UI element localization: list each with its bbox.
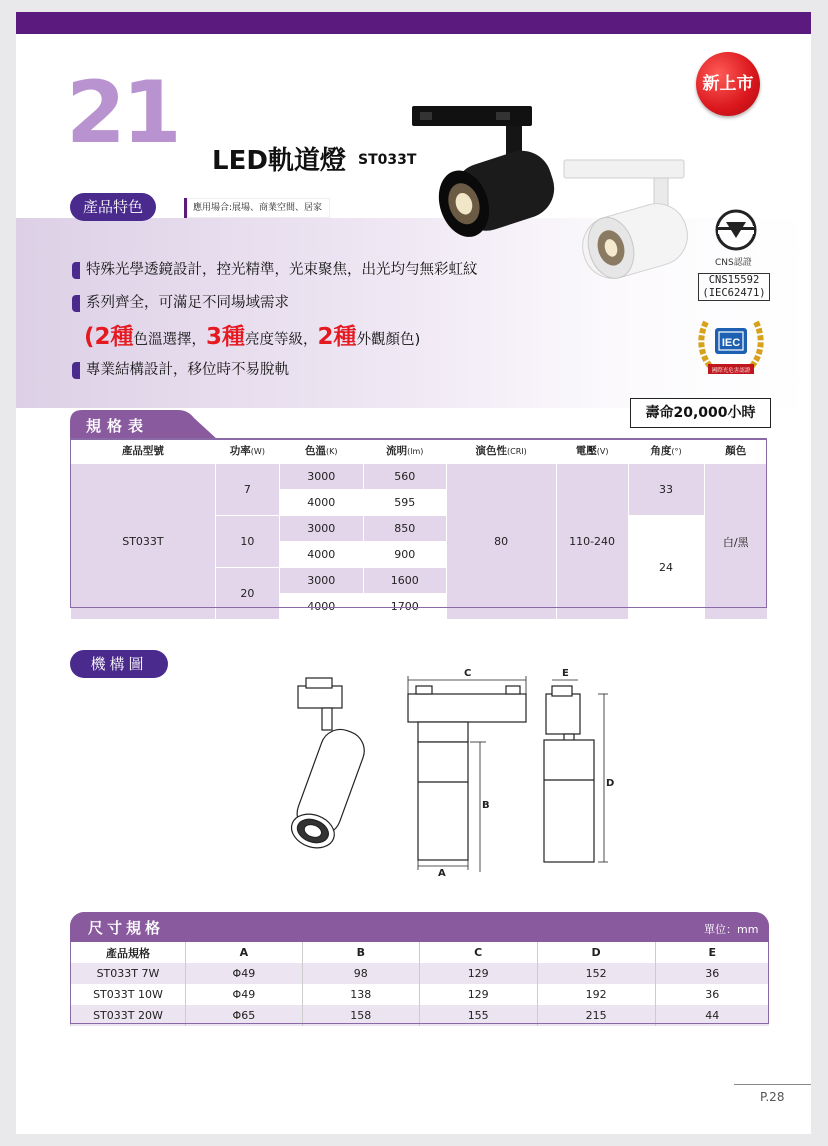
cns-caption: CNS認證	[715, 258, 752, 268]
spec-lumen: 1700	[363, 594, 446, 620]
dim-cell: 192	[537, 984, 655, 1005]
spec-header-row	[71, 438, 768, 464]
spec-color: 白/黑	[704, 464, 767, 620]
spec-power: 20	[215, 568, 279, 620]
dim-col-e: E	[655, 942, 769, 963]
dim-cell: 158	[302, 1005, 419, 1026]
dim-cell: 215	[537, 1005, 655, 1026]
dim-cell: Φ65	[185, 1005, 302, 1026]
table-row	[71, 963, 770, 984]
spec-cct: 3000	[279, 516, 363, 542]
col-cct: 色溫(K)	[279, 438, 363, 464]
feature-1	[72, 258, 478, 279]
cns-standard: CNS15592	[708, 274, 760, 286]
spec-table	[70, 438, 767, 619]
col-model: 產品型號	[71, 438, 216, 464]
dim-col-a: A	[185, 942, 302, 963]
col-power: 功率(W)	[215, 438, 279, 464]
dimensions-header-bar	[70, 912, 769, 942]
col-cri: 演色性(CRI)	[446, 438, 556, 464]
iec-sub-label: 國際光危害認證	[711, 368, 751, 374]
dim-cell: Φ49	[185, 984, 302, 1005]
footer-rule	[734, 1084, 811, 1085]
dim-label-e: E	[562, 668, 569, 679]
spec-cct: 4000	[279, 490, 363, 516]
dim-cell: 98	[302, 963, 419, 984]
dim-cell: Φ49	[185, 963, 302, 984]
dim-cell: ST033T 10W	[71, 984, 186, 1005]
spec-power: 10	[215, 516, 279, 568]
cct-count-label: 色溫選擇，	[133, 332, 207, 348]
col-angle: 角度(°)	[628, 438, 704, 464]
iec-certification-icon	[696, 314, 766, 382]
lifetime-box: 壽命20,000小時	[630, 398, 771, 428]
color-count-label: 外觀顏色	[356, 332, 415, 348]
spec-lumen: 900	[363, 542, 446, 568]
product-number: 21	[66, 63, 178, 163]
spec-cct: 4000	[279, 594, 363, 620]
spec-model: ST033T	[71, 464, 216, 620]
paren-close: )	[414, 332, 421, 348]
dim-cell: 129	[419, 963, 537, 984]
spec-angle: 24	[628, 516, 704, 620]
dim-col-d: D	[537, 942, 655, 963]
dim-cell: 152	[537, 963, 655, 984]
spec-lumen: 850	[363, 516, 446, 542]
new-release-badge: 新上市	[696, 52, 760, 116]
brightness-count-label: 亮度等級，	[245, 332, 318, 348]
product-title: LED軌道燈	[212, 146, 346, 176]
spec-power: 7	[215, 464, 279, 516]
spec-row	[71, 464, 768, 490]
dim-cell: 36	[655, 984, 769, 1005]
dim-label-d: D	[606, 778, 615, 789]
spec-tab-label: 規格表	[86, 417, 150, 435]
col-voltage: 電壓(V)	[556, 438, 628, 464]
usage-label: 應用場合:展場、商業空間、居家	[184, 198, 330, 218]
spec-voltage: 110-240	[556, 464, 628, 620]
table-row	[71, 984, 770, 1005]
table-row	[71, 1005, 770, 1026]
spec-cct: 3000	[279, 568, 363, 594]
dim-cell: 44	[655, 1005, 769, 1026]
feature-3	[72, 358, 289, 379]
bullet-mark	[72, 262, 80, 279]
spec-lumen: 595	[363, 490, 446, 516]
product-model: ST033T	[358, 152, 417, 168]
dim-label-c: C	[464, 668, 472, 679]
features-pill: 產品特色	[70, 193, 156, 221]
dim-col-b: B	[302, 942, 419, 963]
feature-2	[72, 291, 289, 312]
top-bar	[16, 12, 811, 34]
dimensions-unit: 單位：mm	[704, 923, 759, 936]
bullet-mark	[72, 295, 80, 312]
iec-standard: (IEC62471)	[702, 287, 766, 299]
bullet-mark	[72, 362, 80, 379]
dim-label-a: A	[438, 868, 446, 879]
cns-standard-box	[698, 273, 770, 301]
mechanical-pill: 機構圖	[70, 650, 168, 678]
dim-col-spec: 產品規格	[71, 942, 186, 963]
feature-2-options	[84, 318, 420, 351]
mechanical-drawing	[280, 664, 615, 879]
iec-label: IEC	[721, 337, 741, 349]
spec-lumen: 560	[363, 464, 446, 490]
spec-cct: 3000	[279, 464, 363, 490]
spec-cct: 4000	[279, 542, 363, 568]
feature-1-text: 特殊光學透鏡設計，控光精準，光束聚焦，出光均勻無彩虹紋	[86, 262, 478, 278]
feature-3-text: 專業結構設計，移位時不易脫軌	[86, 362, 289, 378]
col-color: 顏色	[704, 438, 767, 464]
brightness-count: 3種	[206, 324, 246, 350]
dim-label-b: B	[482, 800, 490, 811]
dim-col-c: C	[419, 942, 537, 963]
paren-open: (	[84, 324, 95, 350]
spec-lumen: 1600	[363, 568, 446, 594]
dimensions-table	[70, 942, 769, 1026]
col-lumen: 流明(lm)	[363, 438, 446, 464]
catalog-page	[16, 12, 811, 1134]
dimensions-header-row	[71, 942, 770, 963]
dim-cell: ST033T 7W	[71, 963, 186, 984]
spec-angle: 33	[628, 464, 704, 516]
cns-certification-icon	[712, 208, 760, 254]
dim-cell: 36	[655, 963, 769, 984]
dim-cell: 155	[419, 1005, 537, 1026]
spec-cri: 80	[446, 464, 556, 620]
dimensions-title: 尺寸規格	[88, 919, 165, 937]
color-count: 2種	[317, 324, 357, 350]
cct-count: 2種	[94, 324, 134, 350]
dim-cell: ST033T 20W	[71, 1005, 186, 1026]
feature-2-text: 系列齊全，可滿足不同場域需求	[86, 295, 289, 311]
page-number: P.28	[760, 1090, 785, 1104]
dim-cell: 129	[419, 984, 537, 1005]
dim-cell: 138	[302, 984, 419, 1005]
